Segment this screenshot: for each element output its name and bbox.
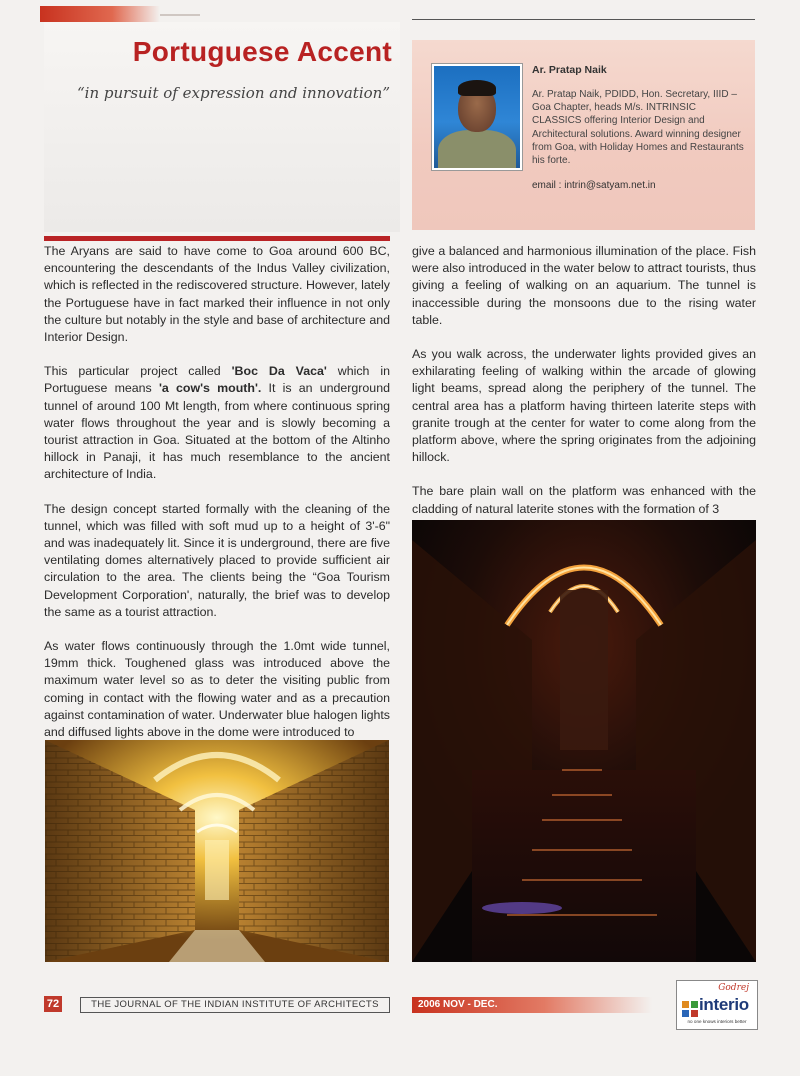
title-divider xyxy=(44,236,390,241)
issue-bar xyxy=(412,997,652,1013)
right-column xyxy=(412,243,756,535)
author-photo xyxy=(432,64,522,170)
godrej-brand: Godrej xyxy=(718,983,749,993)
top-decorative-line xyxy=(160,14,200,16)
author-name: Ar. Pratap Naik xyxy=(532,64,607,76)
top-right-rule xyxy=(412,19,755,20)
left-paragraph-4: As water flows continuously through the 1.0mt wide tunnel, 19mm thick. Toughened glass was introduced above the maximum water level so as to deter the visiting public from coming in contact with the flowing water and as a precaution against contamination of water. Underwater blue halogen lights and diffused lights above in the dome were introduced to xyxy=(44,639,390,740)
journal-name: THE JOURNAL OF THE INDIAN INSTITUTE OF ARCHITECTS xyxy=(80,997,390,1013)
left-column xyxy=(44,243,390,758)
top-decorative-stripe xyxy=(40,6,160,22)
left-paragraph-3: The design concept started formally with the cleaning of the tunnel, which was filled with soft mud up to a height of 3'-6" and was inadequately lit. Since it is underground, there are five ventilating domes alternatively placed to provide sufficient air circulation to the area. The clients being the “Goa Tourism Development Corporation', naturally, the brief was to develop the same as a tourist attraction. xyxy=(44,501,390,619)
interio-logo-icon xyxy=(682,1001,698,1017)
article-title: Portuguese Accent xyxy=(132,36,392,67)
issue-date: 2006 NOV - DEC. xyxy=(418,999,498,1010)
title-block xyxy=(44,22,400,232)
interio-tagline: no one knows interiors better xyxy=(687,1019,747,1024)
left-paragraph-1: The Aryans are said to have come to Goa around 600 BC, encountering the descendants of the Indus Valley civilization, which is reflected in the rediscovered structure. However, lately the Portuguese have in fact marked their influence in not only the culture but notably in the style and base of architecture and Interior Design. xyxy=(44,244,390,345)
article-subtitle: “in pursuit of expression and innovation” xyxy=(77,84,390,102)
author-photo-body xyxy=(438,130,516,170)
p2-text-a: This particular project called xyxy=(44,364,232,379)
author-bio: Ar. Pratap Naik, PDIDD, Hon. Secretary, IIID – Goa Chapter, heads M/s. INTRINSIC CLASSICS offering Interior Design and Architectural solutions. Award winning designer from Goa, with Holiday Homes and Restaurants his forte. xyxy=(532,89,744,167)
right-paragraph-3: The bare plain wall on the platform was enhanced with the cladding of natural laterite stones with the formation of 3 xyxy=(412,484,756,516)
left-paragraph-2 xyxy=(44,363,390,483)
interio-wordmark: interio xyxy=(699,995,749,1014)
author-box xyxy=(412,40,755,230)
author-email: email : intrin@satyam.net.in xyxy=(532,180,656,191)
page-number: 72 xyxy=(44,996,62,1012)
tunnel-corridor-photo xyxy=(45,740,389,962)
tunnel-arches-illustration xyxy=(412,520,756,962)
tunnel-arches-photo xyxy=(412,520,756,962)
right-paragraph-2: As you walk across, the underwater lights provided gives an exhilarating feeling of walking within the arcade of glowing light beams, spread along the periphery of the tunnel. The central area has a platform having thirteen laterite steps with granite trough at the center for water to come along from the platform above, where the spring originates from the adjoining hillock. xyxy=(412,347,756,465)
right-paragraph-1: give a balanced and harmonious illumination of the place. Fish were also introduced in the water below to attract tourists, thus giving a feeling of walking on an aquarium. The tunnel is inaccessible during the monsoons due to the rising water table. xyxy=(412,244,756,327)
interio-ad-logo xyxy=(676,980,758,1030)
author-photo-hair xyxy=(458,80,496,96)
p2-text-e: It is an underground tunnel of around 100 Mt length, from where continuous spring water flows throughout the year and is slowly becoming a tourist attraction in Goa. Situated at the bottom of the Altinho hillock in Panaji, it has much resemblance to the ancient architecture of India. xyxy=(44,381,390,482)
project-name: 'Boc Da Vaca' xyxy=(231,364,327,379)
p2-text-c: which in Portuguese means xyxy=(44,364,391,396)
tunnel-corridor-illustration xyxy=(45,740,389,962)
project-meaning: 'a cow's mouth'. xyxy=(158,381,262,396)
